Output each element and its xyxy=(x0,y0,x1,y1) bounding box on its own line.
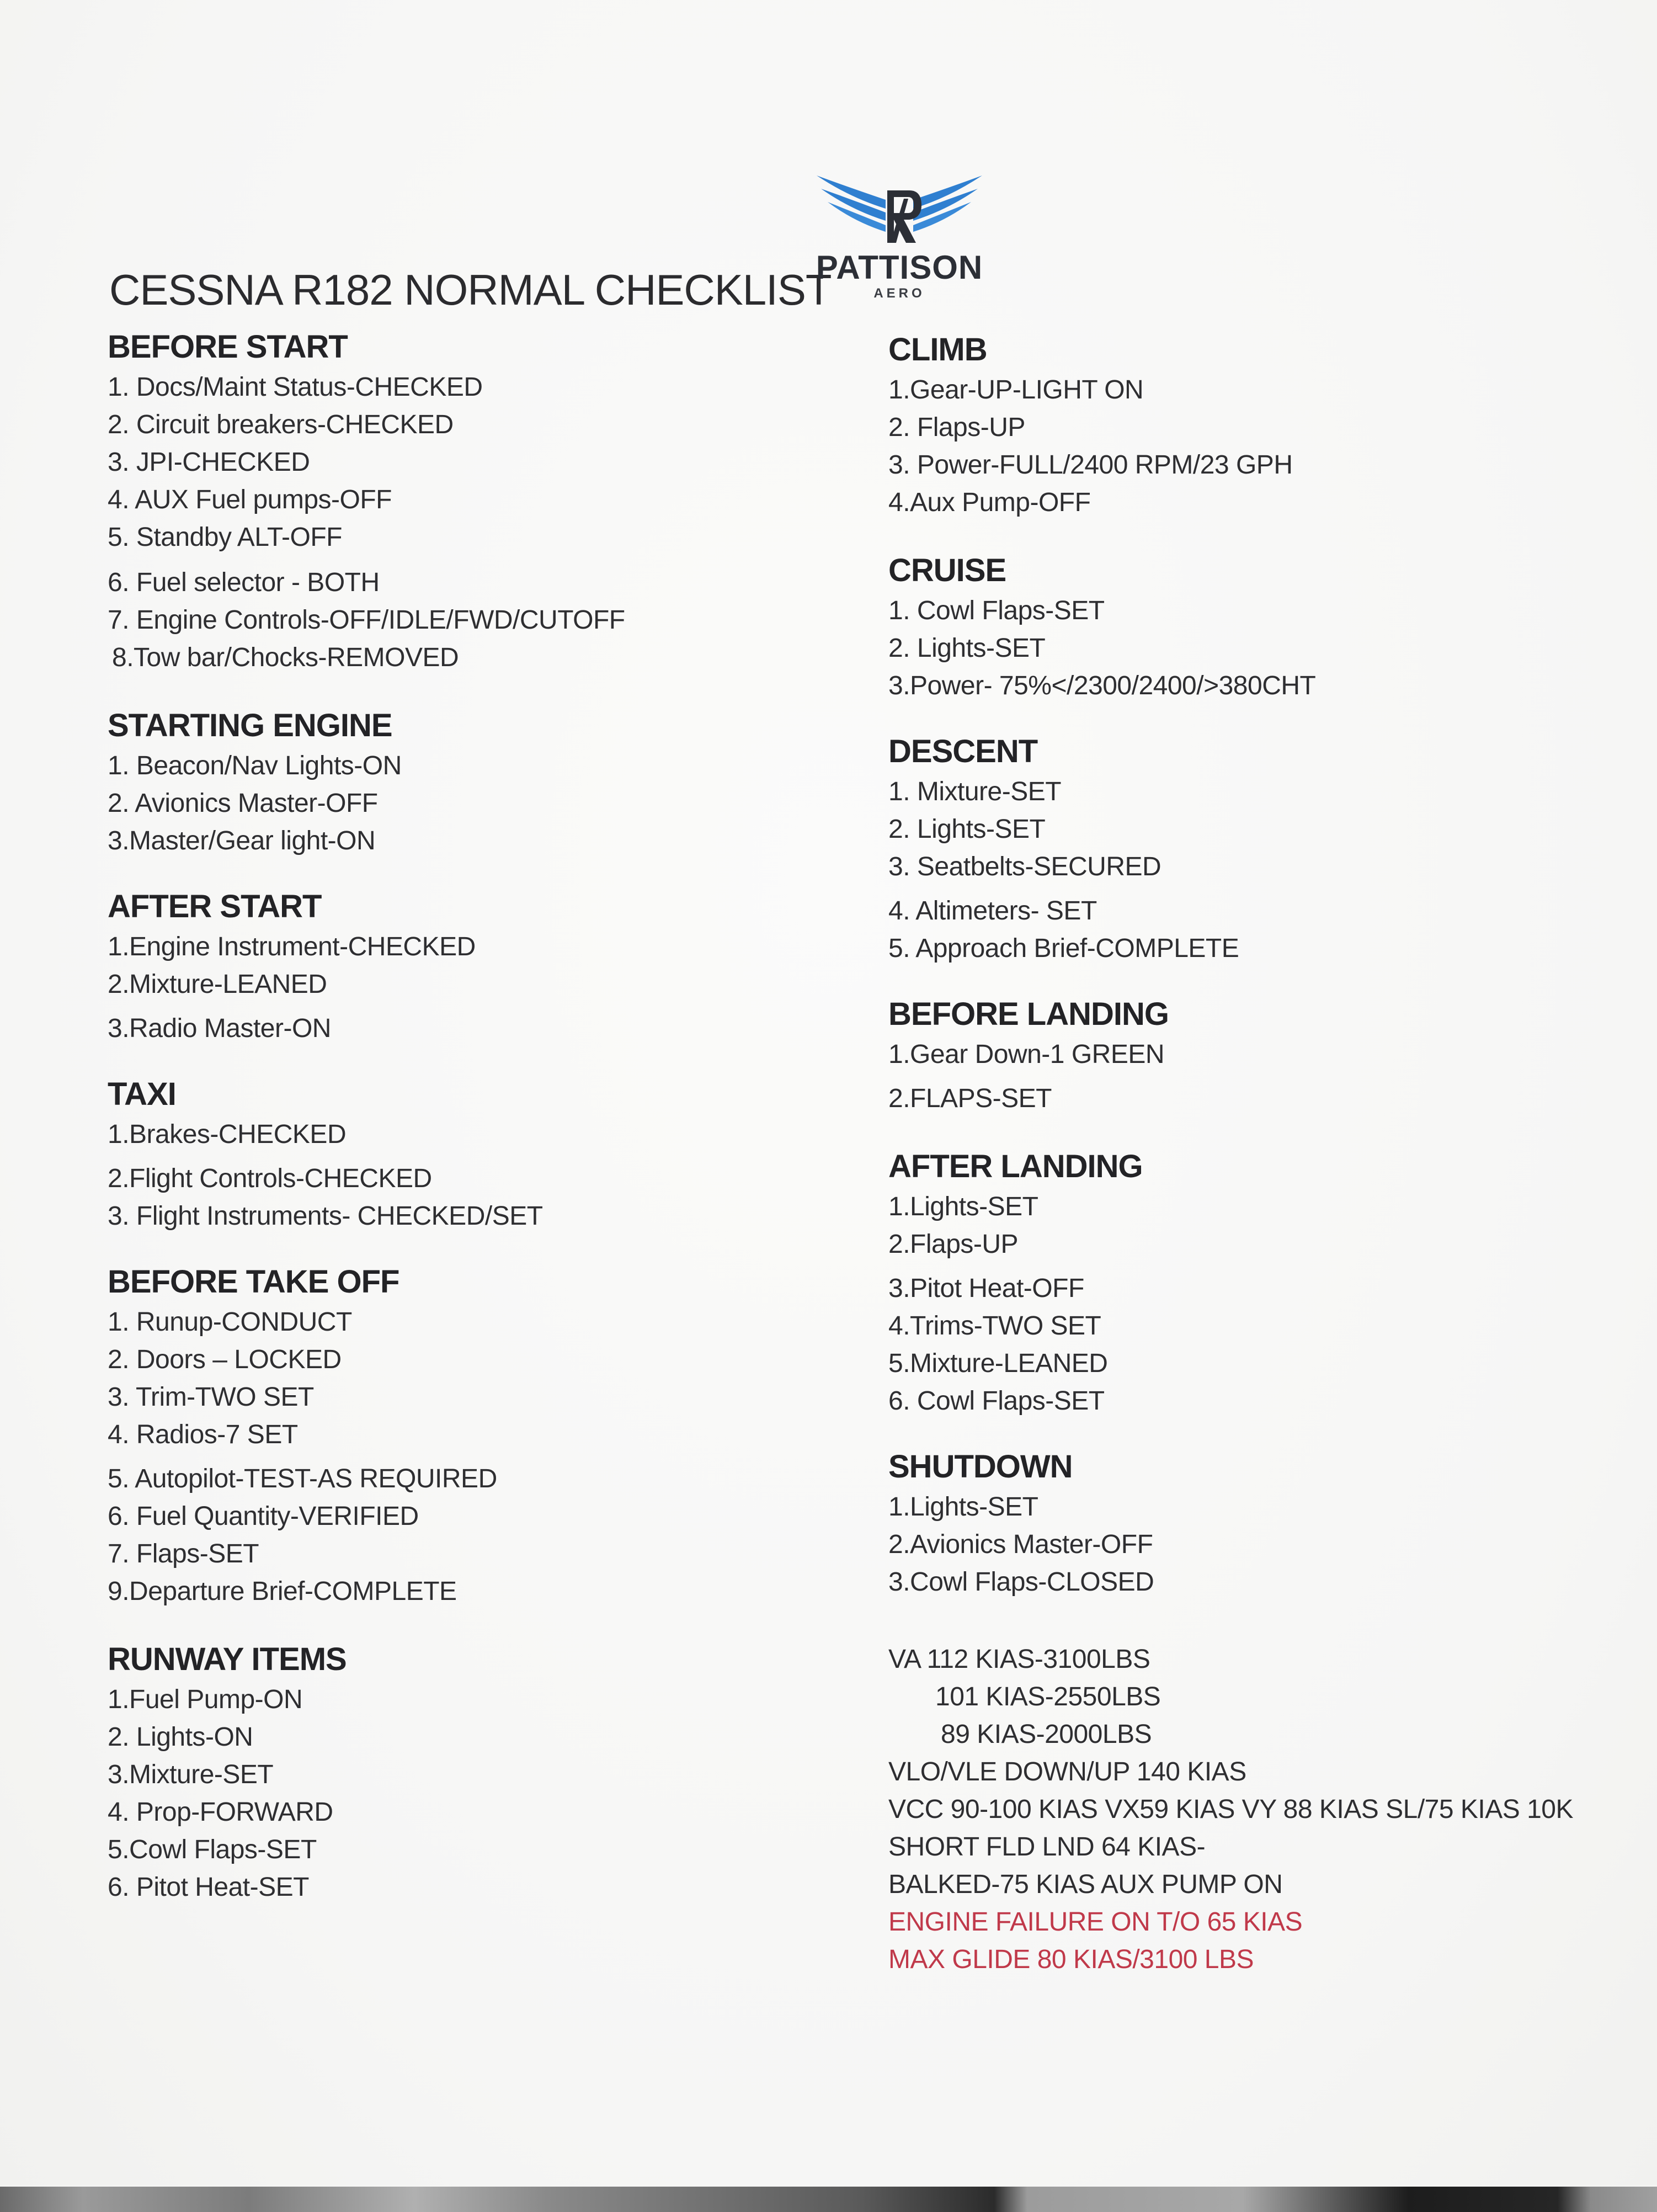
checklist-item: 4. Prop-FORWARD xyxy=(108,1798,333,1827)
section-starting-engine xyxy=(108,704,770,860)
warning-note: MAX GLIDE 80 KIAS/3100 LBS xyxy=(888,1945,1254,1974)
section-descent xyxy=(888,730,1606,967)
logo-sub: AERO xyxy=(873,286,925,301)
section-before-take-off xyxy=(108,1261,770,1610)
checklist-item: 6. Pitot Heat-SET xyxy=(108,1873,309,1902)
checklist-item: 5. Approach Brief-COMPLETE xyxy=(888,934,1239,963)
checklist-item: 3. JPI-CHECKED xyxy=(108,448,310,477)
checklist-item: 2. Lights-ON xyxy=(108,1722,253,1752)
checklist-item: 2. Avionics Master-OFF xyxy=(108,789,378,818)
checklist-item: 1.Brakes-CHECKED xyxy=(108,1120,347,1149)
section-title: SHUTDOWN xyxy=(888,1449,1073,1485)
checklist-item: 1. Cowl Flaps-SET xyxy=(888,596,1105,625)
left-column xyxy=(108,326,770,1906)
speed-note: SHORT FLD LND 64 KIAS- xyxy=(888,1832,1206,1862)
checklist-item: 5. Standby ALT-OFF xyxy=(108,523,342,552)
section-title: STARTING ENGINE xyxy=(108,708,392,743)
section-title: CRUISE xyxy=(888,552,1006,588)
winged-pa-icon xyxy=(811,166,988,248)
section-shutdown xyxy=(888,1445,1606,1601)
speed-note: BALKED-75 KIAS AUX PUMP ON xyxy=(888,1870,1283,1899)
checklist-item: 1. Runup-CONDUCT xyxy=(108,1307,352,1337)
checklist-item: 2.Flaps-UP xyxy=(888,1230,1019,1259)
checklist-item: 1.Engine Instrument-CHECKED xyxy=(108,932,476,961)
checklist-item: 4.Aux Pump-OFF xyxy=(888,488,1091,517)
checklist-item: 2. Lights-SET xyxy=(888,634,1046,663)
speed-note: 89 KIAS-2000LBS xyxy=(941,1720,1152,1749)
checklist-item: 5.Cowl Flaps-SET xyxy=(108,1835,317,1864)
section-cruise xyxy=(888,549,1606,705)
speed-notes xyxy=(888,1641,1606,1979)
section-title: CLIMB xyxy=(888,332,987,368)
checklist-item: 4. Altimeters- SET xyxy=(888,896,1097,926)
warning-note: ENGINE FAILURE ON T/O 65 KIAS xyxy=(888,1907,1303,1937)
section-title: BEFORE LANDING xyxy=(888,996,1169,1032)
checklist-item: 3.Power- 75%</2300/2400/>380CHT xyxy=(888,671,1316,700)
speed-note: VA 112 KIAS-3100LBS xyxy=(888,1645,1150,1674)
checklist-item: 2.FLAPS-SET xyxy=(888,1084,1052,1113)
section-after-start xyxy=(108,885,770,1047)
section-taxi xyxy=(108,1073,770,1235)
checklist-item: 6. Fuel selector - BOTH xyxy=(108,568,380,597)
page-title: CESSNA R182 NORMAL CHECKLIST xyxy=(109,265,832,314)
checklist-item: 1.Gear Down-1 GREEN xyxy=(888,1040,1165,1069)
photo-bottom-edge xyxy=(0,2187,1657,2212)
right-column xyxy=(888,328,1606,1979)
checklist-item: 6. Cowl Flaps-SET xyxy=(888,1386,1105,1416)
checklist-item: 2. Lights-SET xyxy=(888,815,1046,844)
section-runway-items xyxy=(108,1638,770,1906)
checklist-item: 1. Beacon/Nav Lights-ON xyxy=(108,751,402,780)
checklist-item: 3. Seatbelts-SECURED xyxy=(888,852,1162,881)
pattison-aero-logo xyxy=(806,166,993,309)
speed-note: VLO/VLE DOWN/UP 140 KIAS xyxy=(888,1757,1246,1786)
section-before-landing xyxy=(888,993,1606,1118)
section-title: BEFORE START xyxy=(108,329,348,365)
checklist-item: 4. AUX Fuel pumps-OFF xyxy=(108,485,392,514)
checklist-item: 2.Flight Controls-CHECKED xyxy=(108,1164,432,1193)
section-title: BEFORE TAKE OFF xyxy=(108,1264,399,1300)
checklist-item: 5. Autopilot-TEST-AS REQUIRED xyxy=(108,1464,497,1493)
checklist-item: 7. Flaps-SET xyxy=(108,1539,259,1568)
checklist-item: 2.Mixture-LEANED xyxy=(108,970,327,999)
checklist-item: 2. Doors – LOCKED xyxy=(108,1345,342,1374)
checklist-item: 3.Mixture-SET xyxy=(108,1760,274,1789)
section-title: DESCENT xyxy=(888,733,1038,769)
checklist-item: 3. Flight Instruments- CHECKED/SET xyxy=(108,1201,543,1231)
checklist-item: 9.Departure Brief-COMPLETE xyxy=(108,1577,457,1606)
section-after-landing xyxy=(888,1145,1606,1420)
checklist-item: 3.Master/Gear light-ON xyxy=(108,826,376,855)
checklist-item: 1.Lights-SET xyxy=(888,1492,1038,1522)
checklist-item: 3.Radio Master-ON xyxy=(108,1014,331,1043)
checklist-item: 1.Lights-SET xyxy=(888,1192,1038,1221)
checklist-item: 1. Mixture-SET xyxy=(888,777,1062,806)
speed-note: 101 KIAS-2550LBS xyxy=(935,1682,1161,1711)
section-before-start xyxy=(108,326,770,677)
checklist-item: 3. Power-FULL/2400 RPM/23 GPH xyxy=(888,450,1293,480)
checklist-item: 1. Docs/Maint Status-CHECKED xyxy=(108,373,483,402)
section-title: TAXI xyxy=(108,1076,176,1112)
checklist-item: 1.Gear-UP-LIGHT ON xyxy=(888,375,1144,405)
checklist-item: 1.Fuel Pump-ON xyxy=(108,1685,303,1714)
checklist-item: 8.Tow bar/Chocks-REMOVED xyxy=(112,643,459,672)
checklist-item: 3.Cowl Flaps-CLOSED xyxy=(888,1567,1154,1597)
checklist-item: 3.Pitot Heat-OFF xyxy=(888,1274,1084,1303)
logo-name: PATTISON xyxy=(816,249,983,286)
checklist-item: 7. Engine Controls-OFF/IDLE/FWD/CUTOFF xyxy=(108,605,625,635)
checklist-item: 2.Avionics Master-OFF xyxy=(888,1530,1153,1559)
checklist-item: 2. Flaps-UP xyxy=(888,413,1025,442)
checklist-item: 4.Trims-TWO SET xyxy=(888,1311,1101,1341)
section-climb xyxy=(888,328,1606,522)
checklist-item: 4. Radios-7 SET xyxy=(108,1420,298,1449)
speed-note: VCC 90-100 KIAS VX59 KIAS VY 88 KIAS SL/75 KIAS 10K xyxy=(888,1795,1574,1824)
checklist-item: 3. Trim-TWO SET xyxy=(108,1382,314,1412)
section-title: AFTER START xyxy=(108,889,322,924)
section-title: AFTER LANDING xyxy=(888,1148,1143,1184)
checklist-item: 5.Mixture-LEANED xyxy=(888,1349,1108,1378)
section-title: RUNWAY ITEMS xyxy=(108,1641,347,1677)
checklist-item: 6. Fuel Quantity-VERIFIED xyxy=(108,1502,419,1531)
checklist-item: 2. Circuit breakers-CHECKED xyxy=(108,410,454,439)
